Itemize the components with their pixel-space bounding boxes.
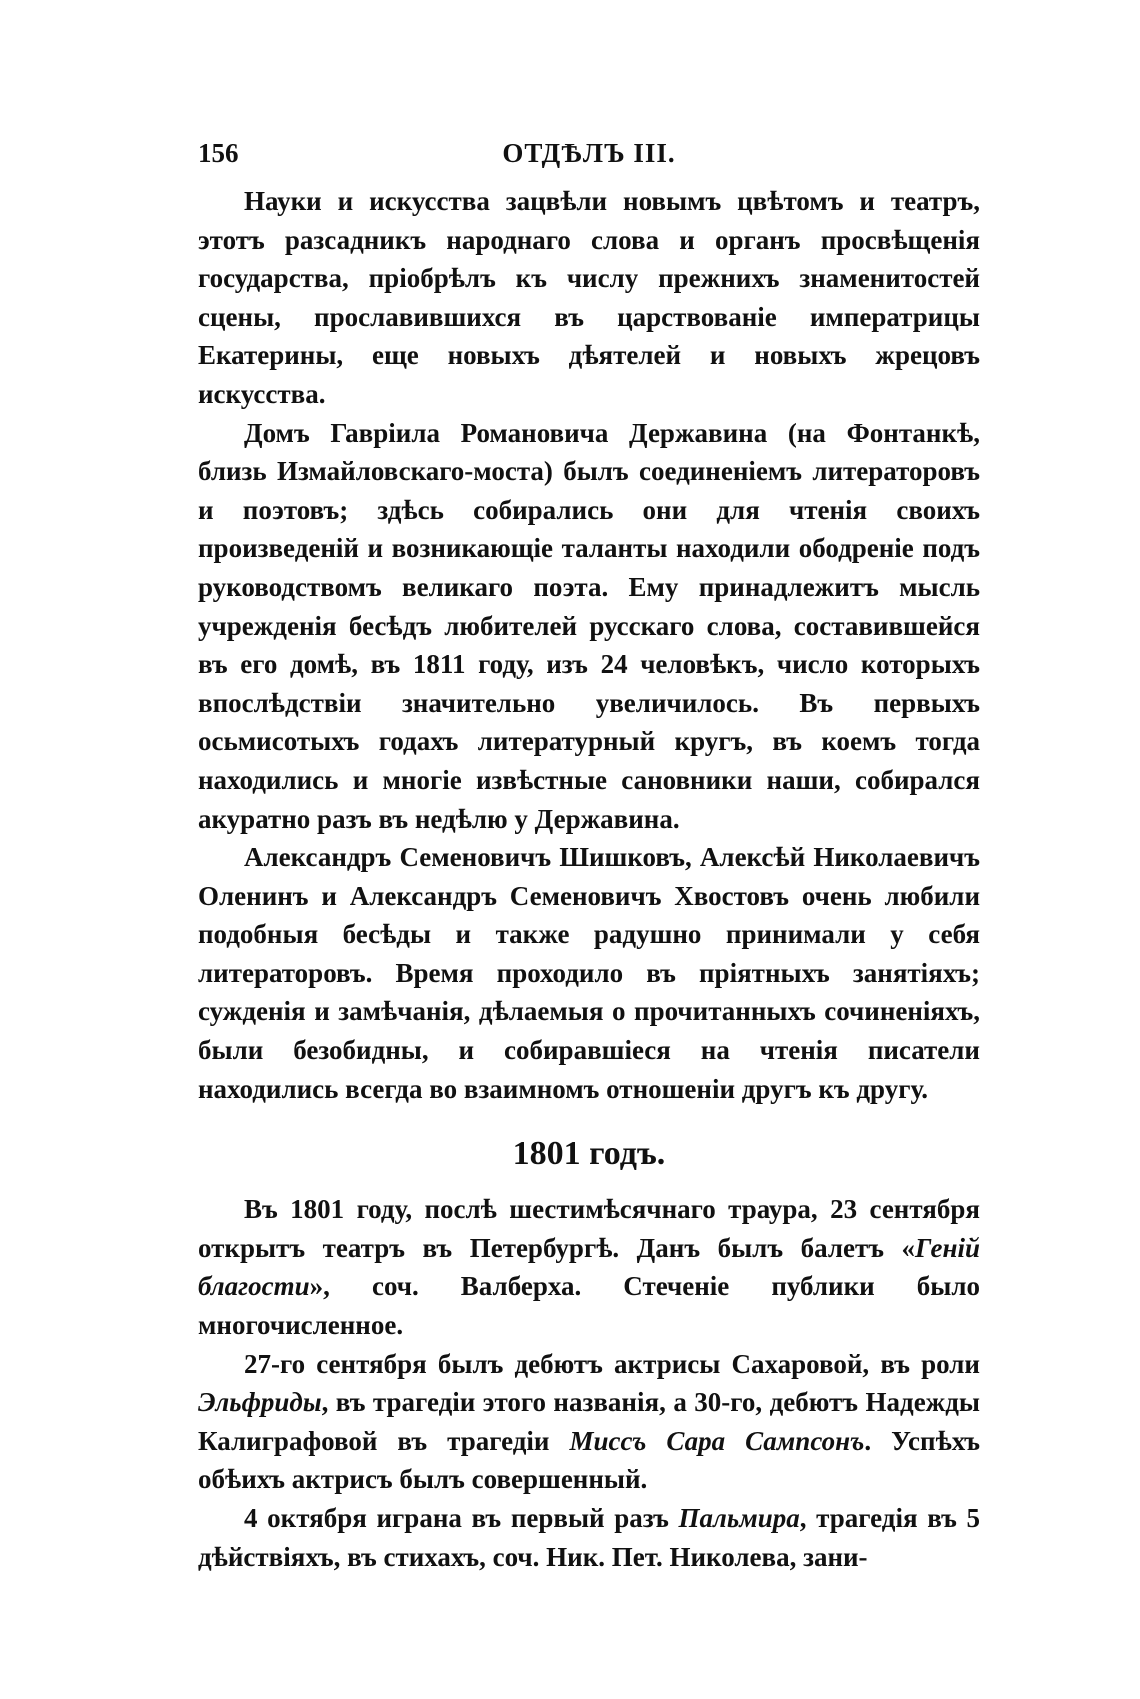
text-run: 4 октября играна въ первый разъ [244, 1503, 679, 1533]
text-run: Въ 1801 году, послѣ шестимѣсячнаго траура, 23 сентября открытъ театръ въ Петербургѣ. Данъ былъ балетъ « [198, 1194, 980, 1263]
role-title: Эльфриды [198, 1387, 322, 1418]
text-run: . Успѣхъ обѣихъ актрисъ былъ совершенный. [198, 1425, 980, 1495]
paragraph-derzhavin-house: Домъ Гаврiила Романовича Державина (на Фонтанкѣ, близь Измайловскаго-моста) былъ соединеніемъ литераторовъ и поэтовъ; здѣсь собирались они для чтенія своихъ произведеній и возникающіе таланты находили ободреніе подъ руководствомъ великаго поэта. Ему принадлежитъ мысль учрежденія бесѣдъ любителей русскаго слова, составившейся въ его домѣ, въ 1811 году, изъ 24 человѣкъ, число которыхъ впослѣдствіи значительно увеличилось. Въ первыхъ осьмисотыхъ годахъ литературный кругъ, въ коемъ тогда находились и многіе извѣстные сановники наши, собирался акуратно разъ въ недѣлю у Державина. [198, 417, 980, 834]
paragraph-literary-circles: Александръ Семеновичъ Шишковъ, Алексѣй Николаевичъ Оленинъ и Александръ Семеновичъ Хвостовъ очень любили подобныя бесѣды и также радушно принимали у себя литераторовъ. Время проходило въ пріятныхъ занятіяхъ; сужденія и замѣчанія, дѣлаемыя о прочитанныхъ сочиненіяхъ, были безобидны, и собиравшіеся на чтенія писатели находились всегда во взаимномъ отношеніи другъ къ другу. [198, 842, 980, 1104]
play-title: Миссъ Сара Сампсонъ [569, 1425, 865, 1456]
paragraph-theatre-opening [198, 1190, 980, 1344]
text-run: », соч. Валберха. Стеченіе публики было многочисленное. [198, 1271, 980, 1341]
page-number: 156 [198, 138, 239, 168]
section-heading: ОТДѢЛЪ III. [502, 138, 676, 168]
text-run: , трагедія въ 5 дѣйствіяхъ, въ стихахъ, соч. Ник. Пет. Николева, зани- [198, 1503, 980, 1572]
text-run: , въ трагедіи этого названія, а 30-го, дебютъ Надежды Калиграфовой въ трагедіи [198, 1387, 980, 1456]
paragraph-theatre: Науки и искусства зацвѣли новымъ цвѣтомъ и театръ, этотъ разсадникъ народнаго слова и органъ просвѣщенія государства, пріобрѣлъ къ числу прежнихъ знаменитостей сцены, прославившихся въ царствованіе императрицы Екатерины, еще новыхъ дѣятелей и новыхъ жрецовъ искусства. [198, 186, 980, 409]
year-heading-1801: 1801 годъ. [512, 1135, 666, 1173]
play-title: Пальмира [678, 1503, 800, 1533]
running-head [198, 138, 980, 178]
paragraph-palmyra [198, 1499, 980, 1576]
book-page [198, 138, 980, 1576]
ballet-title: Геній благости [198, 1232, 980, 1302]
text-run: 27-го сентября былъ дебютъ актрисы Сахаровой, въ роли [244, 1348, 980, 1379]
paragraph-debuts [198, 1345, 980, 1499]
